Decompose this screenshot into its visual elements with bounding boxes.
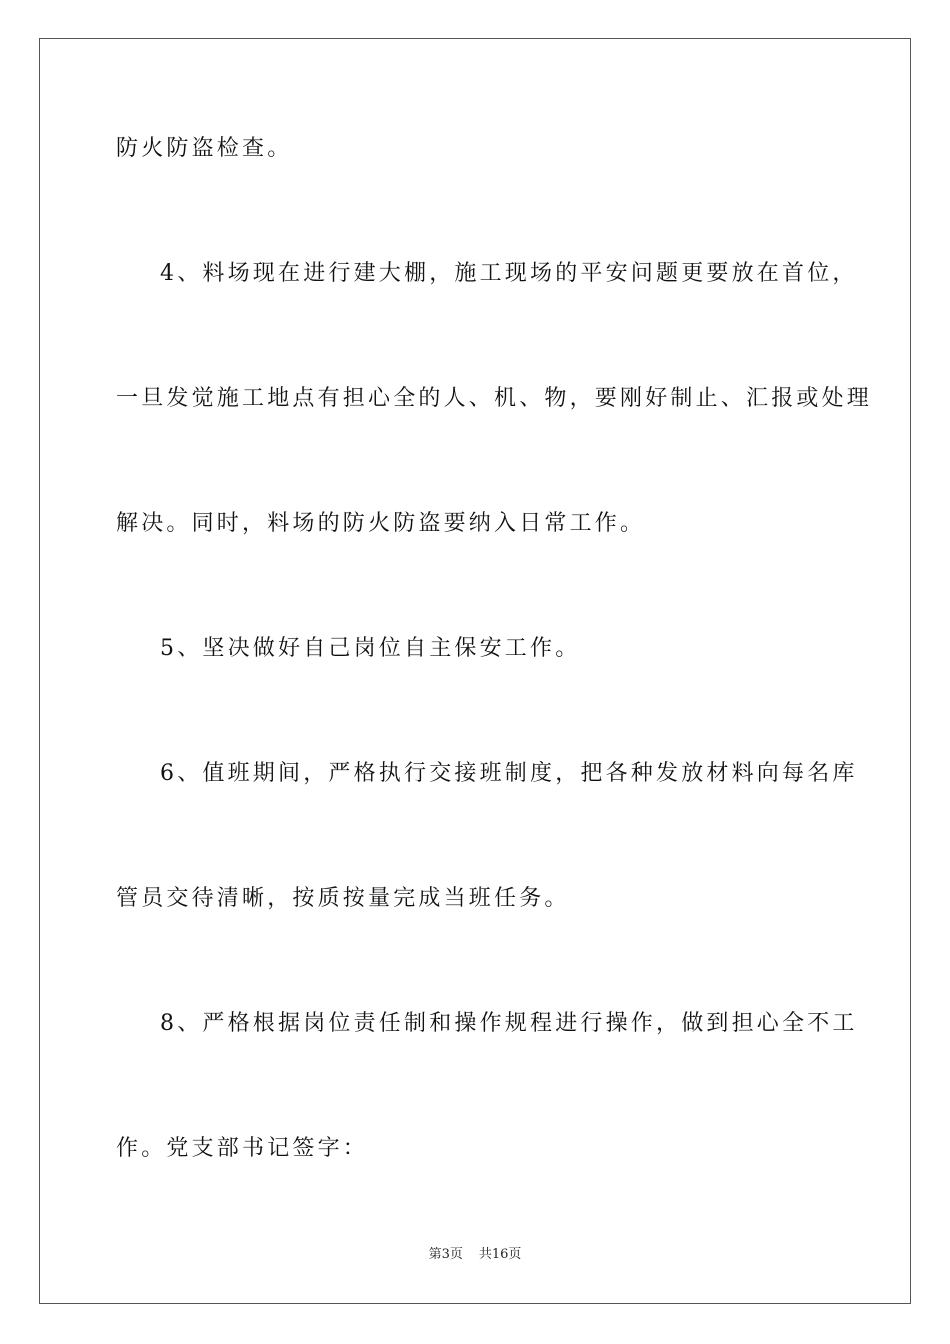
body-text-line: 作。党支部书记签字：	[116, 1136, 369, 1161]
body-text-line: 解决。同时，料场的防火防盗要纳入日常工作。	[116, 511, 646, 536]
body-text-line: 一旦发觉施工地点有担心全的人、机、物，要刚好制止、汇报或处理	[116, 386, 873, 411]
body-text-line: 防火防盗检查。	[116, 136, 293, 161]
body-text-line: 4、料场现在进行建大棚，施工现场的平安问题更要放在首位，	[160, 261, 858, 286]
body-text-line: 5、坚决做好自己岗位自主保安工作。	[160, 636, 581, 661]
body-text-line: 管员交待清晰，按质按量完成当班任务。	[116, 886, 570, 911]
page-number-total: 共16页	[478, 1247, 522, 1262]
body-text-line: 6、值班期间，严格执行交接班制度，把各种发放材料向每名库	[160, 761, 858, 786]
page-number-current: 第3页	[428, 1247, 463, 1262]
body-text-line: 8、严格根据岗位责任制和操作规程进行操作，做到担心全不工	[160, 1011, 858, 1036]
page-frame	[39, 38, 911, 1304]
page-footer	[0, 1246, 950, 1264]
